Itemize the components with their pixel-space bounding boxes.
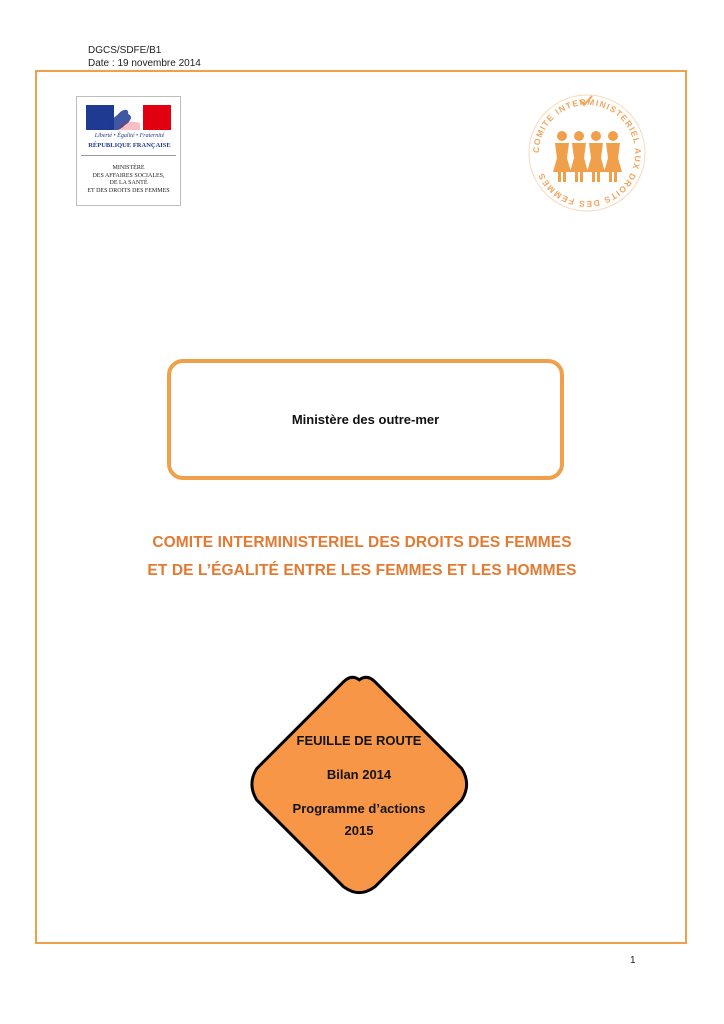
logo-divider <box>81 155 176 156</box>
roadmap-bilan: Bilan 2014 <box>326 767 392 782</box>
document-title-line2: ET DE L’ÉGALITÉ ENTRE LES FEMMES ET LES HOMMES <box>147 562 577 579</box>
organisation-box <box>167 359 564 480</box>
roadmap-programme: Programme d’actions <box>292 801 426 816</box>
roadmap-diamond <box>243 668 475 900</box>
four-women-icon <box>553 131 622 182</box>
republic-name: RÉPUBLIQUE FRANÇAISE <box>88 142 171 149</box>
roadmap-heading: FEUILLE DE ROUTE <box>296 733 422 748</box>
ministry-line: MINISTÈRE <box>112 165 145 171</box>
committee-seal-logo <box>522 88 652 218</box>
document-date: Date : 19 novembre 2014 <box>88 58 201 69</box>
document-header <box>88 44 201 70</box>
page-number: 1 <box>630 955 636 966</box>
svg-text:COMITE INTERMINISTERIEL AUX DR <box>531 97 643 209</box>
ministry-line: DES AFFAIRES SOCIALES, <box>92 172 165 179</box>
french-flag-icon <box>86 105 171 130</box>
roadmap-year: 2015 <box>344 823 374 838</box>
document-title-line1: COMITE INTERMINISTERIEL DES DROITS DES FEMMES <box>152 534 572 551</box>
seal-ring-text: COMITE INTERMINISTERIEL AUX DROITS DES FEMMES <box>530 96 644 210</box>
marianne-profile-icon <box>102 105 142 130</box>
organisation-name: Ministère des outre-mer <box>291 412 440 427</box>
ministry-line: ET DES DROITS DES FEMMES <box>87 187 170 194</box>
ministry-name <box>79 165 178 195</box>
reference-code: DGCS/SDFE/B1 <box>88 45 162 56</box>
ministry-line: DE LA SANTÉ <box>109 180 148 186</box>
ministry-logo <box>76 96 181 206</box>
republic-motto: Liberté • Égalité • Fraternité <box>94 133 165 139</box>
